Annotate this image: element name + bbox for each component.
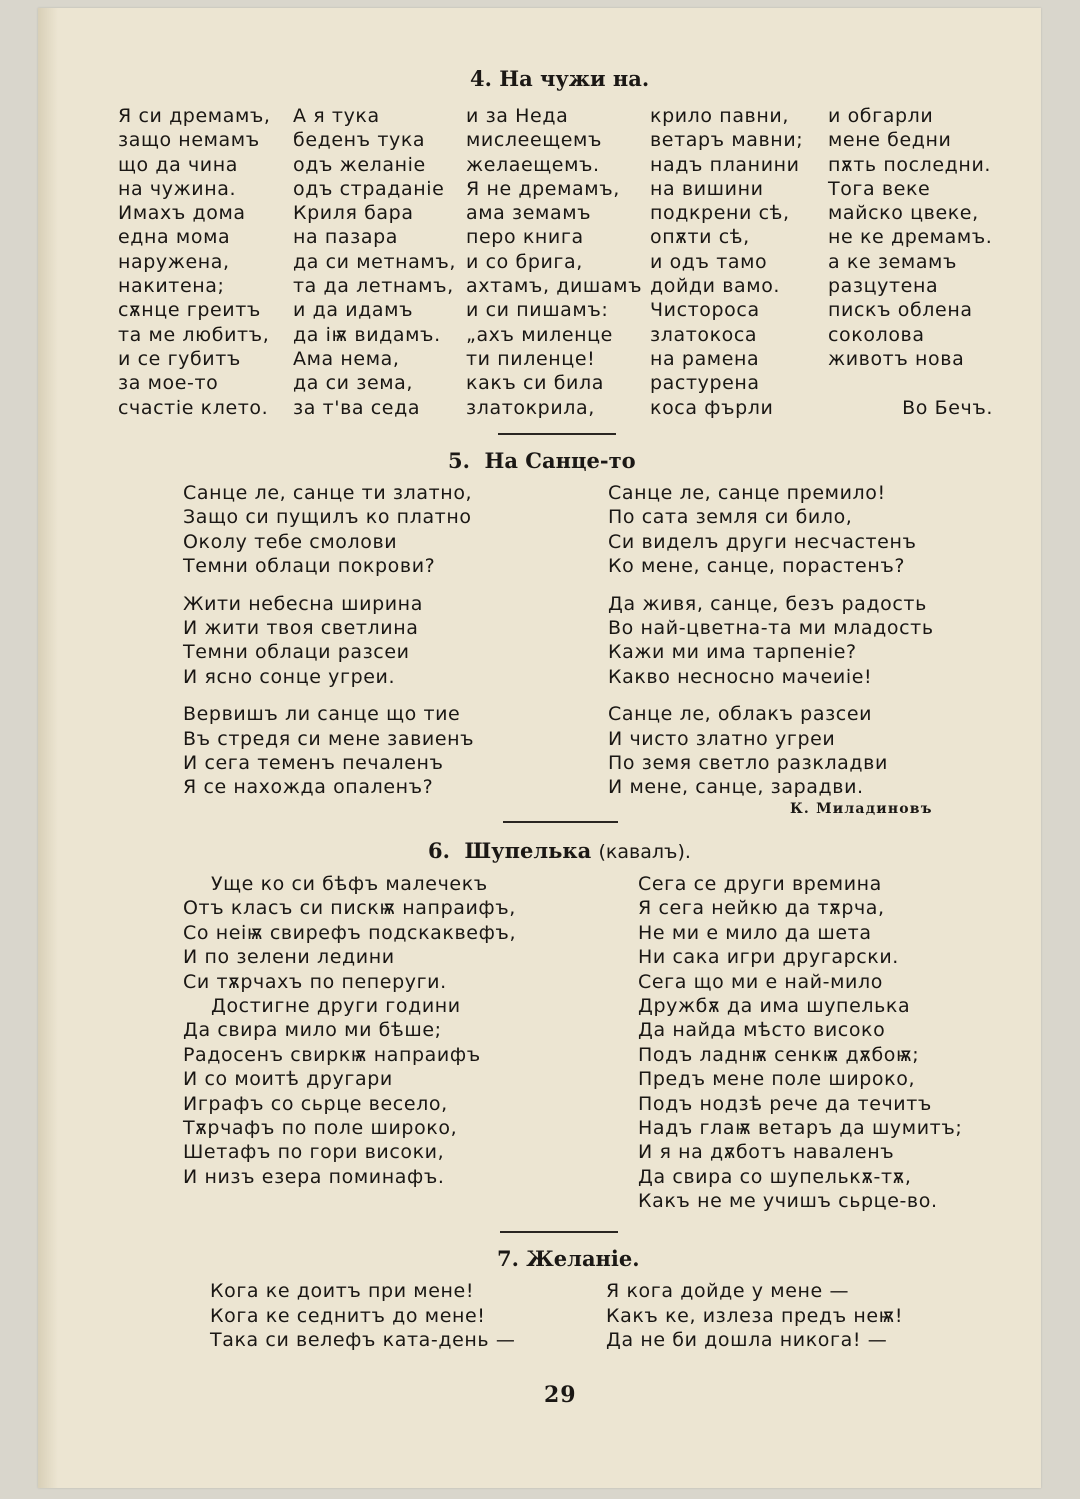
verse-line: на пазара (293, 226, 399, 249)
verse-line: беденъ тука (293, 129, 426, 152)
stanza-gap (608, 579, 934, 592)
poem-5-right-column (608, 481, 934, 800)
verse-line: пискъ облена (828, 299, 973, 322)
verse-line: И ясно сонце угреи. (183, 665, 396, 688)
verse-line: Да свира мило ми бѣше; (183, 1019, 442, 1042)
verse-line: И со моитѣ другари (183, 1068, 393, 1091)
poem-7-title: 7. Желаніе. (497, 1246, 640, 1271)
poem-4-column-1 (118, 104, 271, 420)
verse-line: Во Бечъ. (902, 396, 993, 419)
verse-line: И по зелени ледини (183, 946, 395, 969)
verse-line: Какъ ке, излеза предъ неѭ! (606, 1304, 904, 1327)
verse-line: златокрила, (466, 396, 595, 419)
verse-line: защо немамъ (118, 129, 260, 152)
verse-line: не ке дремамъ. (828, 226, 993, 249)
verse-line: Тога веке (828, 177, 931, 200)
verse-line: И низъ езера поминафъ. (183, 1165, 445, 1188)
poem-6-title-text: 6. Шупелька (428, 838, 592, 863)
verse-line: Подъ ладнѭ сенкѭ дѫбоѭ; (638, 1043, 920, 1066)
verse-line: а ке земамъ (828, 250, 958, 273)
verse-line: Я кога дойде у мене — (606, 1280, 850, 1302)
verse-line: Да свира со шупелькѫ-тѫ, (638, 1165, 912, 1188)
verse-line: Кога ке седнитъ до мене! (210, 1304, 486, 1327)
verse-line: Сега що ми е най-мило (638, 970, 883, 993)
verse-line: сѫнце греитъ (118, 299, 261, 322)
verse-line: перо книга (466, 226, 584, 249)
verse-line: Со неіѭ свирефъ подскаквефъ, (183, 921, 517, 944)
verse-line: одъ страданіе (293, 177, 445, 200)
verse-line: И я на дѫботъ наваленъ (638, 1141, 895, 1164)
verse-line: Я сега нейкю да тѫрча, (638, 897, 885, 920)
verse-line: дойди вамо. (650, 275, 781, 298)
verse-line: Дружбѫ да има шупелька (638, 995, 911, 1018)
verse-line: Достигне други години (211, 995, 461, 1018)
verse-line: Си тѫрчахъ по пеперуги. (183, 970, 447, 993)
verse-line: Да найда мѣсто високо (638, 1019, 886, 1042)
verse-line: Вервишъ ли санце що тие (183, 703, 461, 726)
poem-4-column-4 (650, 104, 803, 420)
verse-line: какъ си била (466, 372, 604, 395)
verse-line: И чисто златно угреи (608, 727, 836, 750)
verse-line: Въ стредя си мене завиенъ (183, 727, 475, 750)
section-divider (500, 1231, 618, 1233)
verse-line: наружена, (118, 250, 230, 273)
verse-line: растурена (650, 372, 760, 395)
verse-line: да іѭ видамъ. (293, 323, 441, 346)
verse-line: Во най-цветна-та ми младость (608, 617, 934, 640)
verse-line: Жити небесна ширина (183, 592, 423, 615)
verse-line: Сега се други времина (638, 873, 882, 895)
verse-line: и си пишамъ: (466, 299, 609, 322)
verse-line: И мене, санце, зарадви. (608, 776, 864, 799)
verse-line (828, 371, 1008, 395)
verse-line: Ама нема, (293, 347, 400, 370)
verse-line: на вишини (650, 177, 764, 200)
verse-line: мене бедни (828, 129, 952, 152)
poem-7-right-column (606, 1279, 903, 1353)
verse-line: Темни облаци покрови? (183, 555, 436, 578)
verse-line: Криля бара (293, 202, 414, 225)
poem-4-title: 4. На чужи на. (470, 66, 650, 91)
verse-line: и со брига, (466, 250, 583, 273)
poem-6-subtitle: (кавалъ). (598, 841, 691, 863)
verse-line: що да чина (118, 153, 239, 176)
verse-line: ама земамъ (466, 202, 592, 225)
verse-line: ти пиленце! (466, 347, 596, 370)
verse-line: соколова (828, 323, 925, 346)
verse-line: Какъ не ме учишъ сьрце-во. (638, 1190, 938, 1213)
verse-line: Надъ глаѭ ветаръ да шумитъ; (638, 1117, 963, 1140)
poem-4-column-2 (293, 104, 456, 420)
verse-line: на рамена (650, 347, 760, 370)
page-gutter (38, 8, 58, 1488)
section-divider (503, 821, 618, 823)
verse-line: та ме любитъ, (118, 323, 270, 346)
verse-line: мислеещемъ (466, 129, 602, 152)
verse-line: Имахъ дома (118, 202, 246, 225)
verse-line: животъ нова (828, 347, 965, 370)
verse-line: та да летнамъ, (293, 275, 454, 298)
verse-line: крило павни, (650, 105, 789, 127)
verse-line: По земя светло разкладви (608, 752, 888, 775)
verse-line: Подъ нодзѣ рече да течитъ (638, 1092, 932, 1115)
verse-line: златокоса (650, 323, 758, 346)
verse-line: Санце ле, облакъ разсеи (608, 703, 873, 726)
verse-line: ахтамъ, дишамъ (466, 275, 643, 298)
verse-line: и за Неда (466, 105, 569, 127)
verse-line: А я тука (293, 105, 380, 127)
poem-6-right-column (638, 872, 962, 1214)
verse-line: счастіе клето. (118, 396, 269, 419)
poem-4-column-3 (466, 104, 642, 420)
verse-line: Уще ко си бѣфъ малечекъ (211, 873, 488, 895)
page-number: 29 (544, 1382, 577, 1408)
verse-line: да си зема, (293, 372, 414, 395)
verse-line: за мое-то (118, 372, 219, 395)
verse-line: Шетафъ по гори високи, (183, 1141, 445, 1164)
verse-line: надъ планини (650, 153, 800, 176)
verse-line: майско цвеке, (828, 202, 979, 225)
verse-line: подкрени сѣ, (650, 202, 790, 225)
verse-line: Така си велефъ ката-день — (210, 1329, 516, 1351)
verse-line: одъ желаніе (293, 153, 426, 176)
section-divider (498, 433, 616, 435)
poem-4-column-5 (828, 104, 1008, 420)
verse-line: Чистороса (650, 299, 760, 322)
verse-line: И жити твоя светлина (183, 617, 419, 640)
verse-line: и одъ тамо (650, 250, 768, 273)
poem-5-author: К. Миладиновъ (790, 801, 933, 817)
verse-line: Радосенъ свиркѭ напраифъ (183, 1043, 481, 1066)
poem-6-left-column (183, 872, 516, 1189)
verse-line: за т'ва седа (293, 396, 421, 419)
verse-line: Кажи ми има тарпеніе? (608, 641, 857, 664)
verse-line: Темни облаци разсеи (183, 641, 410, 664)
poem-5-left-column (183, 481, 474, 800)
verse-line: Санце ле, санце ти златно, (183, 482, 473, 504)
verse-line: Околу тебе смолови (183, 530, 398, 553)
verse-line: И сега теменъ печаленъ (183, 752, 444, 775)
verse-line: и обгарли (828, 105, 934, 127)
poem-5-title: 5. На Санце-то (448, 448, 636, 473)
verse-line: „ахъ миленце (466, 323, 613, 346)
verse-line: Какво несносно мачеиіе! (608, 665, 873, 688)
poem-7-left-column (210, 1279, 515, 1353)
verse-line: и да идамъ (293, 299, 414, 322)
verse-line: пѫть последни. (828, 153, 992, 176)
verse-line: Да не би дошла никога! — (606, 1329, 888, 1351)
verse-line: Не ми е мило да шета (638, 921, 872, 944)
verse-line: коса фърли (650, 396, 774, 419)
verse-line: Санце ле, санце премило! (608, 482, 886, 504)
verse-line: Да живя, санце, безъ радость (608, 592, 927, 615)
verse-line: накитена; (118, 275, 225, 298)
verse-line: разцутена (828, 275, 939, 298)
verse-line: По сата земля си било, (608, 506, 853, 529)
verse-line: Кога ке доитъ при мене! (210, 1280, 475, 1302)
verse-line: една мома (118, 226, 231, 249)
stanza-gap (183, 689, 474, 702)
verse-line: Я си дремамъ, (118, 105, 271, 127)
verse-line: Предъ мене поле широко, (638, 1068, 916, 1091)
book-page (38, 8, 1041, 1488)
verse-line: Защо си пущилъ ко платно (183, 506, 472, 529)
verse-line: Я се нахожда опаленъ? (183, 776, 434, 799)
verse-line: Тѫрчафъ по поле широко, (183, 1117, 458, 1140)
verse-line: Си виделъ други несчастенъ (608, 530, 917, 553)
verse-line: на чужина. (118, 177, 237, 200)
poem-6-title (428, 838, 691, 863)
verse-line: опѫти сѣ, (650, 226, 750, 249)
verse-line: Ни сака игри другарски. (638, 946, 899, 969)
verse-line: Отъ класъ си пискѭ напраифъ, (183, 897, 516, 920)
verse-line: Играфъ со сьрце весело, (183, 1092, 448, 1115)
verse-line: Ко мене, санце, порастенъ? (608, 555, 906, 578)
verse-line: и се губитъ (118, 347, 241, 370)
stanza-gap (608, 689, 934, 702)
verse-line: да си метнамъ, (293, 250, 457, 273)
verse-line: желаещемъ. (466, 153, 600, 176)
stanza-gap (183, 579, 474, 592)
verse-line: Я не дремамъ, (466, 177, 620, 200)
verse-line: ветаръ мавни; (650, 129, 804, 152)
